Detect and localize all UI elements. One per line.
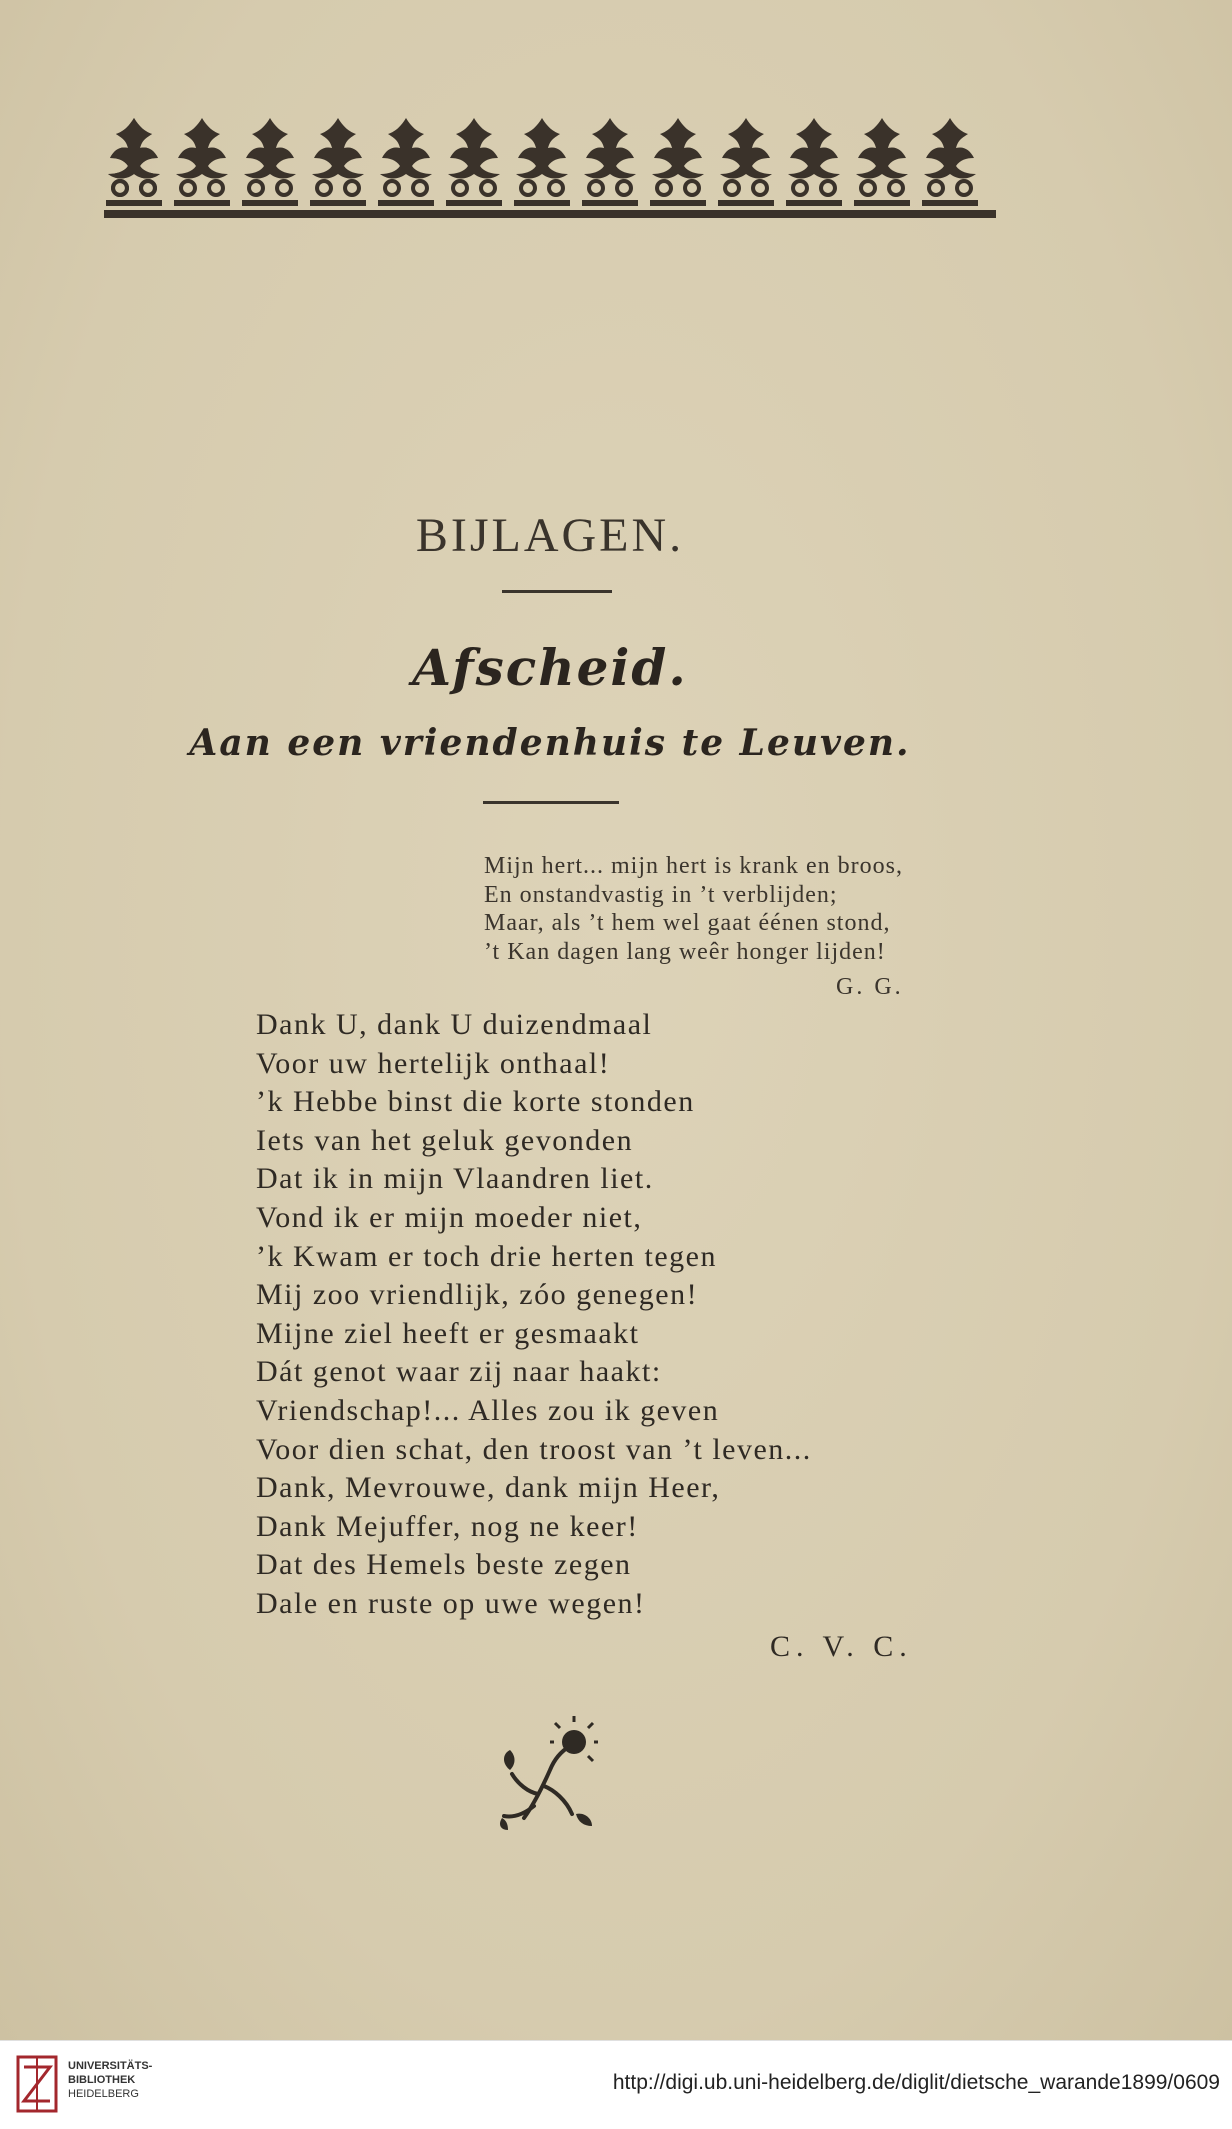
verse-line: ’k Hebbe binst die korte stonden — [256, 1085, 695, 1119]
library-name-line: BIBLIOTHEK — [68, 2074, 136, 2086]
epigraph-line: Mijn hert... mijn hert is krank en broos, — [484, 853, 903, 879]
verse-line: Dale en ruste op uwe wegen! — [256, 1586, 646, 1620]
verse-line: Mijne ziel heeft er gesmaakt — [256, 1316, 640, 1350]
library-name-line: HEIDELBERG — [68, 2088, 139, 2100]
poem-body — [256, 1006, 956, 1624]
epigraph-line: En onstandvastig in ’t verblijden; — [484, 881, 838, 908]
source-url-link[interactable]: http://digi.ub.uni-heidelberg.de/diglit/dietsche_warande1899/0609 — [612, 2071, 1220, 2094]
library-name-line: UNIVERSITÄTS- — [68, 2060, 153, 2072]
repository-footer — [0, 2040, 1232, 2129]
verse-line: Dank U, dank U duizendmaal — [256, 1008, 653, 1041]
library-logo-icon — [14, 2053, 60, 2115]
verse-line: Dat des Hemels beste zegen — [256, 1548, 632, 1582]
verse-line: Dank Mejuffer, nog ne keer! — [256, 1509, 639, 1543]
flower-sprig-vignette-icon — [494, 1714, 598, 1832]
verse-line: Dát genot waar zij naar haakt: — [256, 1355, 662, 1389]
verse-line: Vriendschap!... Alles zou ik geven — [256, 1393, 720, 1427]
acanthus-ornament-band-icon — [100, 110, 1000, 220]
epigraph-signature: G. G. — [836, 974, 904, 1000]
verse-line: Vond ik er mijn moeder niet, — [256, 1200, 643, 1234]
poem-title: Afscheid. — [412, 638, 688, 697]
library-name — [68, 2059, 152, 2101]
epigraph-line: ’t Kan dagen lang weêr honger lijden! — [484, 938, 886, 965]
epigraph — [484, 852, 1004, 966]
subtitle-divider — [483, 801, 619, 804]
verse-line: Mij zoo vriendlijk, zóo genegen! — [256, 1278, 699, 1312]
verse-line: Voor uw hertelijk onthaal! — [256, 1046, 611, 1080]
poem-signature: C. V. C. — [770, 1630, 913, 1663]
verse-line: Dat ik in mijn Vlaandren liet. — [256, 1162, 654, 1196]
section-heading: BIJLAGEN. — [415, 509, 685, 562]
verse-line: ’k Kwam er toch drie herten tegen — [256, 1239, 717, 1273]
verse-line: Dank, Mevrouwe, dank mijn Heer, — [256, 1471, 721, 1505]
verse-line: Iets van het geluk gevonden — [256, 1123, 634, 1157]
heading-divider — [502, 590, 612, 593]
verse-line: Voor dien schat, den troost van ’t leven... — [256, 1432, 812, 1466]
poem-subtitle: Aan een vriendenhuis te Leuven. — [189, 722, 911, 764]
epigraph-line: Maar, als ’t hem wel gaat éénen stond, — [484, 910, 891, 936]
